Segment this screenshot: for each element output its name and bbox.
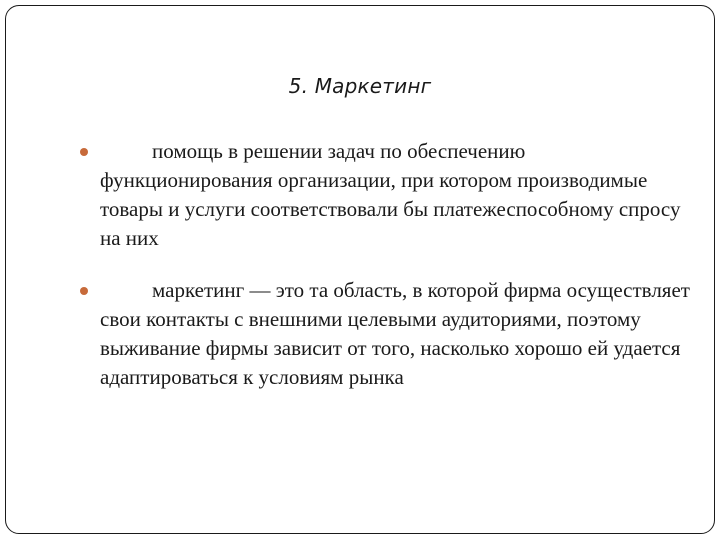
- bullet-item: [100, 276, 690, 392]
- bullet-item: [100, 137, 690, 253]
- bullet-dot-icon: [80, 148, 88, 156]
- bullet-text: помощь в решении задач по обеспечению функционирования организации, при котором производимые товары и услуги соответствовали бы платежеспособному спросу на них: [100, 139, 681, 250]
- bullet-text: маркетинг — это та область, в которой фирма осуществляет свои контакты с внешними целевыми аудиториями, поэтому выживание фирмы зависит от того, насколько хорошо ей удается адаптироваться к условиям рынка: [100, 278, 690, 389]
- bullet-dot-icon: [80, 287, 88, 295]
- slide-title: 5. Маркетинг: [288, 74, 432, 98]
